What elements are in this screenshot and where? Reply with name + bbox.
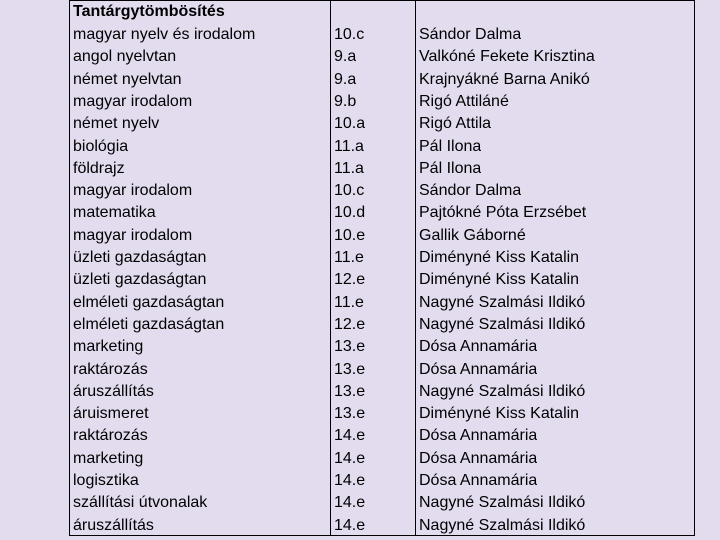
cell-class: 13.e <box>334 405 366 423</box>
cell-class: 14.e <box>334 427 366 445</box>
cell-class: 9.a <box>334 48 357 66</box>
cell-teacher: Pál Ilona <box>419 159 482 177</box>
cell-teacher: Dósa Annamária <box>419 338 538 356</box>
cell-subject: német nyelvtan <box>73 70 182 88</box>
cell-teacher: Dósa Annamária <box>419 472 538 489</box>
cell-class: 12.e <box>334 271 366 289</box>
cell-teacher: Nagyné Szalmási Ildikó <box>419 382 586 400</box>
cell-class: 11.a <box>334 137 364 155</box>
cell-subject: logisztika <box>73 472 139 489</box>
cell-class: 9.b <box>334 92 357 110</box>
table-title: Tantárgytömbösítés <box>73 3 225 20</box>
cell-teacher: Sándor Dalma <box>419 182 522 200</box>
cell-teacher: Nagyné Szalmási Ildikó <box>419 293 586 311</box>
cell-teacher: Dósa Annamária <box>419 449 538 467</box>
cell-subject: elméleti gazdaságtan <box>73 293 225 311</box>
cell-teacher: Rigó Attila <box>419 115 492 133</box>
cell-class: 14.e <box>334 449 366 467</box>
cell-teacher: Sándor Dalma <box>419 26 522 43</box>
cell-subject: raktározás <box>73 360 148 378</box>
column-border <box>69 0 70 535</box>
row-border <box>69 535 695 536</box>
cell-teacher: Valkóné Fekete Krisztina <box>419 48 595 66</box>
cell-class: 10.d <box>334 204 366 222</box>
cell-subject: magyar irodalom <box>73 92 193 110</box>
cell-subject: elméleti gazdaságtan <box>73 315 225 333</box>
cell-class: 9.a <box>334 70 357 88</box>
column-border <box>415 0 416 535</box>
cell-subject: szállítási útvonalak <box>73 494 208 512</box>
cell-class: 13.e <box>334 338 366 356</box>
cell-class: 12.e <box>334 315 366 333</box>
cell-subject: magyar nyelv és irodalom <box>73 26 256 43</box>
cell-subject: üzleti gazdaságtan <box>73 271 207 289</box>
cell-teacher: Gallik Gáborné <box>419 226 526 244</box>
cell-subject: áruszállítás <box>73 516 154 534</box>
cell-class: 14.e <box>334 494 366 512</box>
cell-class: 10.c <box>334 26 365 43</box>
cell-class: 11.e <box>334 249 364 266</box>
cell-class: 14.e <box>334 516 366 534</box>
cell-class: 14.e <box>334 472 366 489</box>
cell-class: 10.e <box>334 226 366 244</box>
cell-teacher: Pajtókné Póta Erzsébet <box>419 204 587 222</box>
cell-subject: magyar irodalom <box>73 226 193 244</box>
cell-subject: áruszállítás <box>73 382 154 400</box>
cell-subject: matematika <box>73 204 156 222</box>
cell-class: 11.a <box>334 159 364 177</box>
cell-teacher: Nagyné Szalmási Ildikó <box>419 516 586 534</box>
cell-class: 13.e <box>334 360 366 378</box>
cell-teacher: Diményné Kiss Katalin <box>419 271 580 289</box>
cell-subject: biológia <box>73 137 129 155</box>
cell-subject: raktározás <box>73 427 148 445</box>
cell-subject: marketing <box>73 338 144 356</box>
cell-class: 13.e <box>334 382 366 400</box>
cell-subject: német nyelv <box>73 115 160 133</box>
cell-teacher: Dósa Annamária <box>419 427 538 445</box>
cell-teacher: Rigó Attiláné <box>419 92 509 110</box>
cell-subject: angol nyelvtan <box>73 48 177 66</box>
cell-teacher: Diményné Kiss Katalin <box>419 405 580 423</box>
cell-teacher: Krajnyákné Barna Anikó <box>419 70 590 88</box>
cell-teacher: Diményné Kiss Katalin <box>419 249 580 266</box>
cell-subject: áruismeret <box>73 405 149 423</box>
cell-subject: üzleti gazdaságtan <box>73 249 207 266</box>
column-border <box>694 0 695 535</box>
cell-teacher: Dósa Annamária <box>419 360 538 378</box>
cell-subject: magyar irodalom <box>73 182 193 200</box>
cell-class: 10.a <box>334 115 366 133</box>
column-border <box>330 0 331 535</box>
cell-class: 11.e <box>334 293 364 311</box>
cell-teacher: Nagyné Szalmási Ildikó <box>419 494 586 512</box>
cell-subject: földrajz <box>73 159 125 177</box>
cell-class: 10.c <box>334 182 365 200</box>
cell-subject: marketing <box>73 449 144 467</box>
cell-teacher: Nagyné Szalmási Ildikó <box>419 315 586 333</box>
cell-teacher: Pál Ilona <box>419 137 482 155</box>
